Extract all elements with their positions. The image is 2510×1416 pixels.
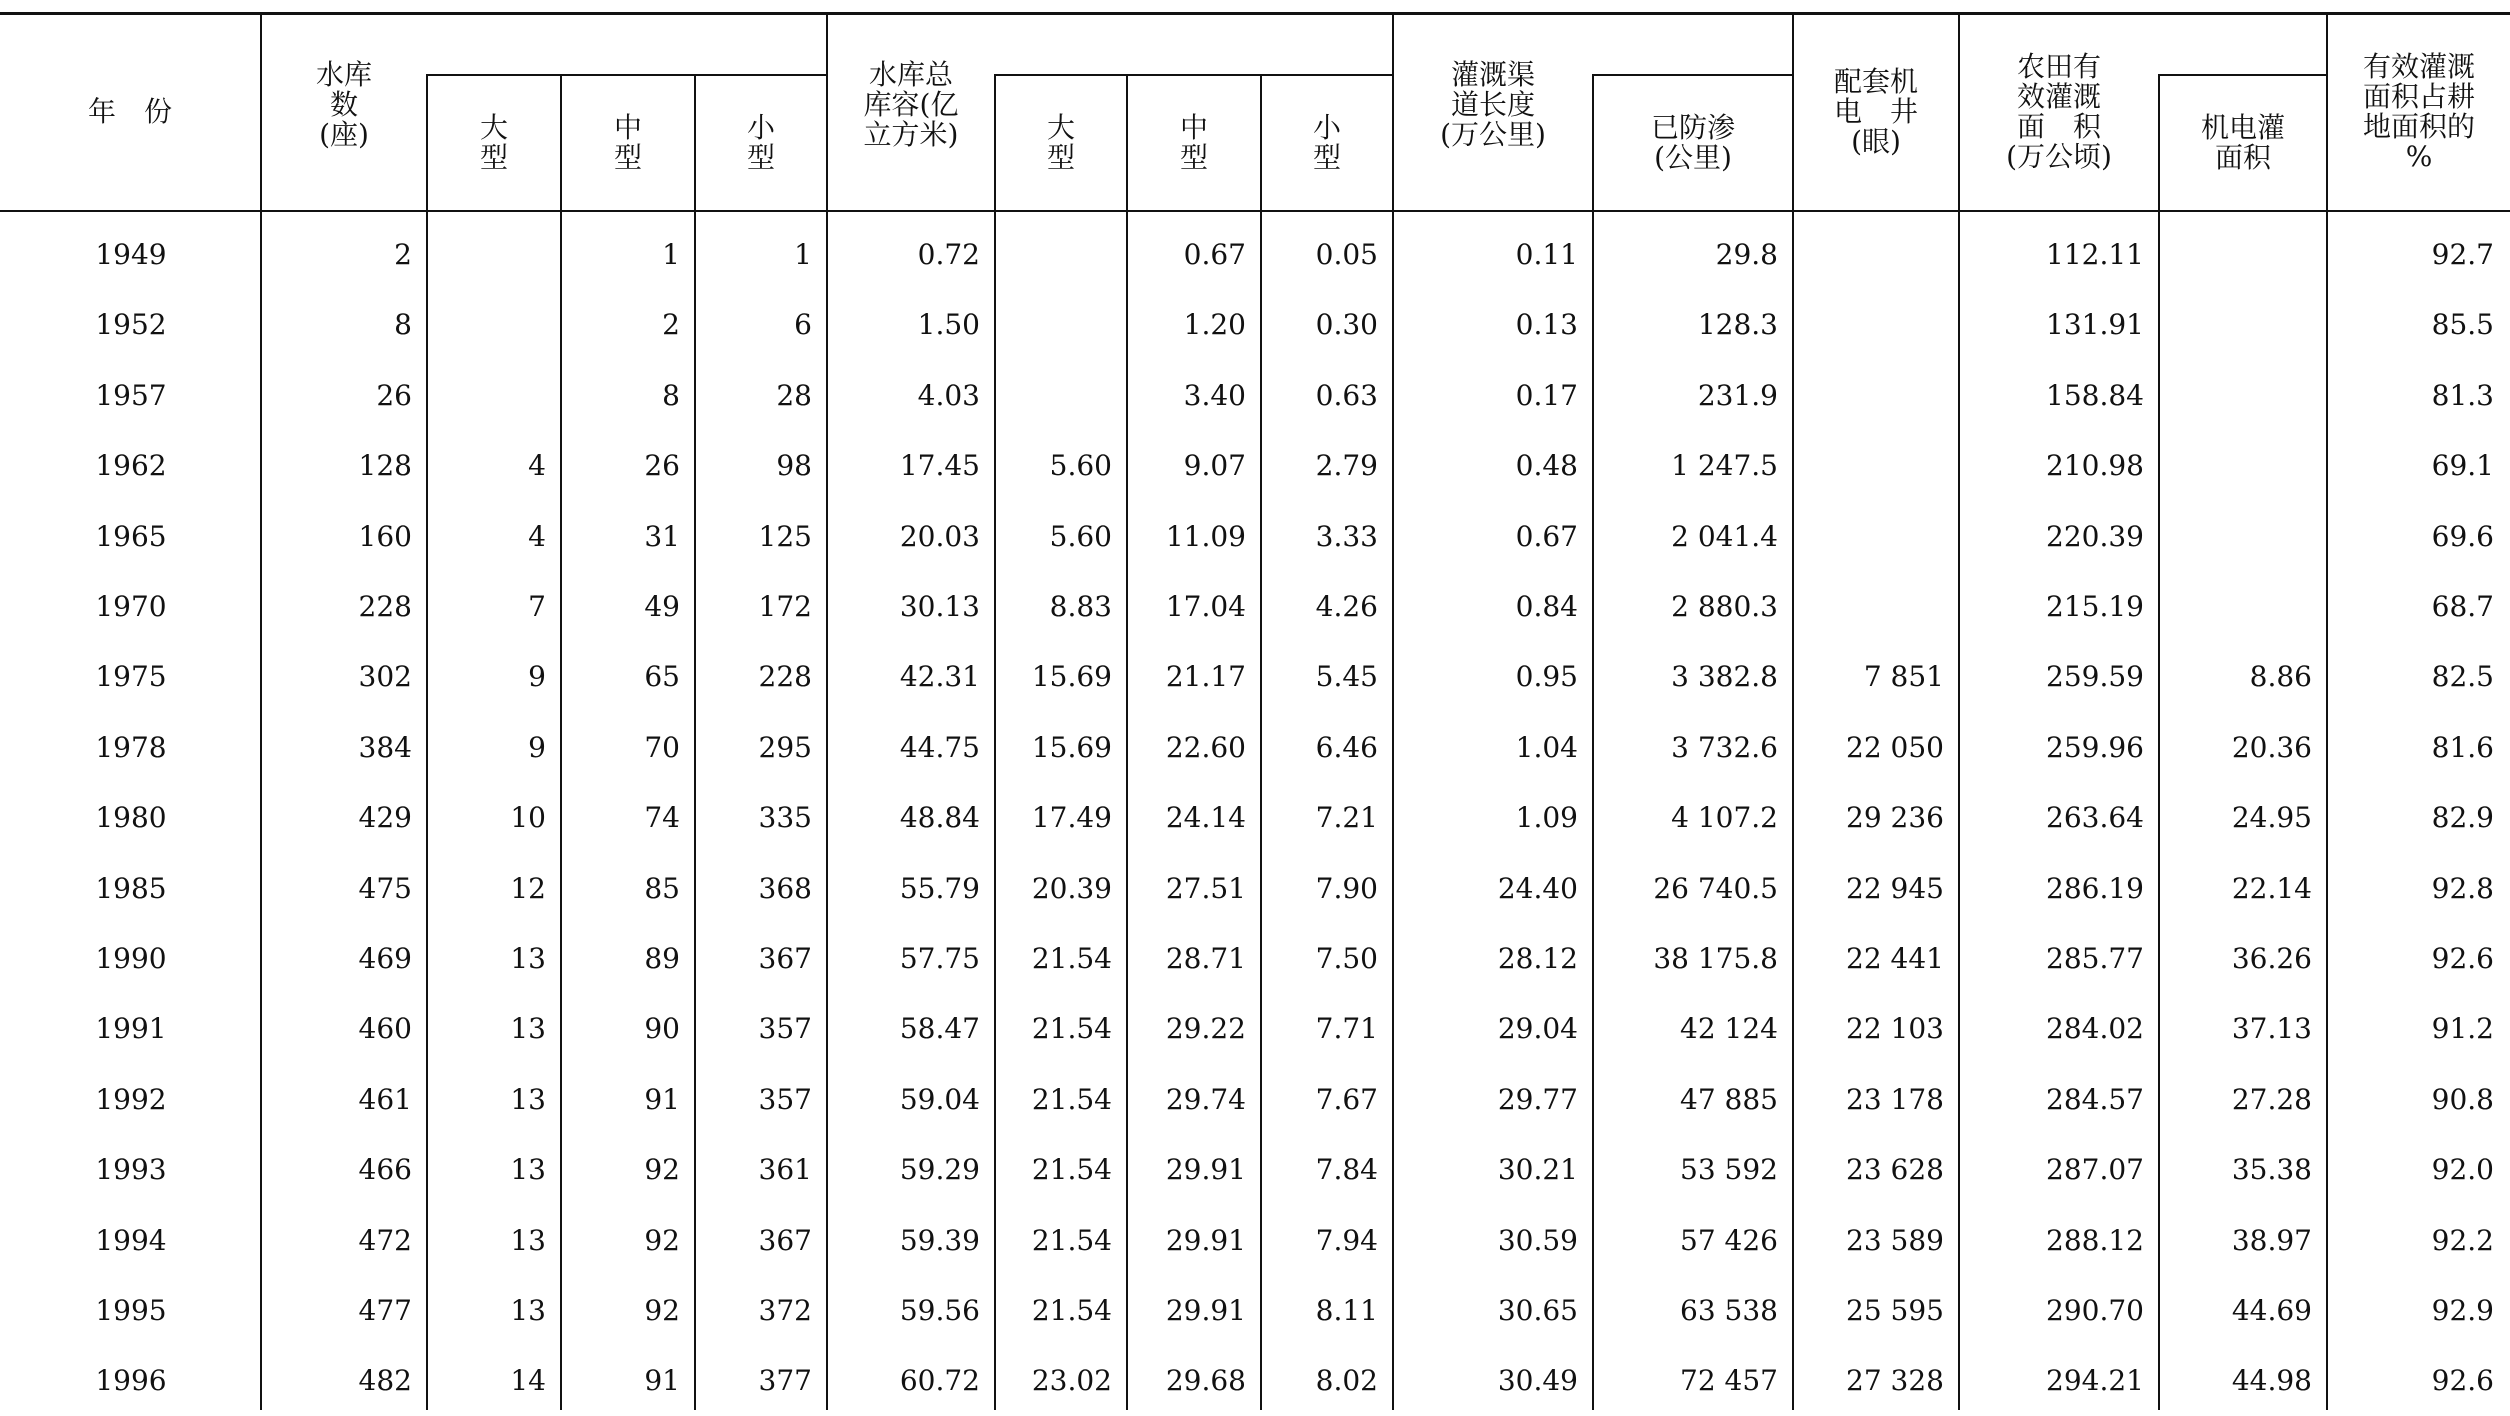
cell-seepage: 3 382.8 xyxy=(1671,660,1778,694)
cell-canal-length: 0.17 xyxy=(1515,378,1578,412)
table-row xyxy=(0,783,2510,853)
cell-seepage: 2 041.4 xyxy=(1671,519,1778,553)
cell-reservoirs: 8 xyxy=(394,308,412,342)
table-row xyxy=(0,572,2510,642)
cell-mech-irrigated xyxy=(2160,572,2328,642)
cell-percent: 91.2 xyxy=(2431,1012,2494,1046)
cell-cap-medium: 27.51 xyxy=(1165,871,1246,905)
cell-irrigated-area: 210.98 xyxy=(2046,449,2144,483)
cell-canal-length: 30.65 xyxy=(1497,1294,1578,1327)
cell-canal-length: 30.21 xyxy=(1497,1153,1578,1187)
cell-canal-length: 0.95 xyxy=(1515,660,1578,694)
cell-year: 1990 xyxy=(95,942,167,975)
cell-res-small: 367 xyxy=(758,1223,812,1257)
cell-irrigated-area: 220.39 xyxy=(2046,519,2144,553)
table-row xyxy=(0,431,2510,501)
cell-cap-large: 23.02 xyxy=(1031,1364,1112,1398)
cell-res-large: 7 xyxy=(528,590,546,623)
cell-capacity: 30.13 xyxy=(899,590,980,623)
cell-cap-large: 5.60 xyxy=(1049,449,1112,483)
cell-year: 1996 xyxy=(95,1364,167,1398)
cell-reservoirs: 429 xyxy=(358,801,412,835)
cell-irrigated-area: 288.12 xyxy=(2046,1223,2144,1257)
cell-res-small: 98 xyxy=(776,449,812,483)
cell-irrigated-area: 294.21 xyxy=(2046,1364,2144,1398)
cell-wells: 22 945 xyxy=(1846,871,1944,905)
cell-cap-large: 21.54 xyxy=(1031,1223,1112,1257)
cell-percent: 85.5 xyxy=(2431,308,2494,342)
table-row xyxy=(0,290,2510,360)
cell-wells xyxy=(1794,290,1960,360)
cell-year: 1992 xyxy=(95,1082,167,1116)
cell-seepage: 3 732.6 xyxy=(1671,730,1778,764)
header-res-small: 小 型 xyxy=(746,111,775,174)
cell-cap-large: 15.69 xyxy=(1031,730,1112,764)
cell-cap-medium: 3.40 xyxy=(1183,378,1246,412)
cell-percent: 92.0 xyxy=(2431,1153,2494,1187)
cell-res-small: 335 xyxy=(758,801,812,835)
cell-res-small: 357 xyxy=(758,1082,812,1116)
header-mech-irrigated: 机电灌 面积 xyxy=(2200,111,2285,174)
cell-canal-length: 0.48 xyxy=(1515,449,1578,483)
cell-canal-length: 30.59 xyxy=(1497,1223,1578,1257)
cell-capacity: 1.50 xyxy=(917,308,980,342)
header-cap-medium: 中 型 xyxy=(1179,111,1208,174)
table-row xyxy=(0,642,2510,712)
cell-res-medium: 92 xyxy=(644,1294,680,1327)
cell-res-medium: 65 xyxy=(644,660,680,694)
cell-wells: 27 328 xyxy=(1846,1364,1944,1398)
cell-res-large: 10 xyxy=(510,801,546,835)
cell-capacity: 42.31 xyxy=(899,660,980,694)
cell-year: 1985 xyxy=(95,871,167,905)
cell-cap-small: 0.63 xyxy=(1315,378,1378,412)
cell-canal-length: 0.67 xyxy=(1515,519,1578,553)
header-cap-small: 小 型 xyxy=(1312,111,1341,174)
table-row xyxy=(0,1276,2510,1346)
cell-wells: 22 103 xyxy=(1846,1012,1944,1046)
cell-year: 1962 xyxy=(95,449,167,483)
cell-year: 1978 xyxy=(95,730,167,764)
cell-canal-length: 0.13 xyxy=(1515,308,1578,342)
cell-cap-medium: 29.91 xyxy=(1165,1153,1246,1187)
table-row xyxy=(0,361,2510,431)
cell-seepage: 72 457 xyxy=(1680,1364,1778,1398)
cell-capacity: 59.29 xyxy=(899,1153,980,1187)
cell-irrigated-area: 284.57 xyxy=(2046,1082,2144,1116)
cell-irrigated-area: 158.84 xyxy=(2046,378,2144,412)
cell-res-large: 14 xyxy=(510,1364,546,1398)
cell-cap-large: 20.39 xyxy=(1031,871,1112,905)
cell-seepage: 38 175.8 xyxy=(1653,942,1778,975)
cell-res-large xyxy=(428,361,562,431)
cell-seepage: 4 107.2 xyxy=(1671,801,1778,835)
cell-cap-small: 8.02 xyxy=(1315,1364,1378,1398)
cell-cap-small: 5.45 xyxy=(1315,660,1378,694)
cell-res-large: 9 xyxy=(528,730,546,764)
cell-capacity: 59.56 xyxy=(899,1294,980,1327)
cell-capacity: 59.39 xyxy=(899,1223,980,1257)
header-capacity: 水库总 库容(亿 立方米) xyxy=(863,58,959,151)
cell-seepage: 42 124 xyxy=(1680,1012,1778,1046)
cell-irrigated-area: 284.02 xyxy=(2046,1012,2144,1046)
cell-cap-medium: 11.09 xyxy=(1165,519,1246,553)
cell-canal-length: 29.04 xyxy=(1497,1012,1578,1046)
cell-res-large: 13 xyxy=(510,1153,546,1187)
cell-res-large: 4 xyxy=(528,519,546,553)
cell-year: 1994 xyxy=(95,1223,167,1257)
cell-percent: 90.8 xyxy=(2431,1082,2494,1116)
cell-reservoirs: 469 xyxy=(358,942,412,975)
cell-mech-irrigated xyxy=(2160,431,2328,501)
cell-res-medium: 1 xyxy=(662,238,680,271)
cell-percent: 68.7 xyxy=(2431,590,2494,623)
cell-res-large: 4 xyxy=(528,449,546,483)
table-row xyxy=(0,854,2510,924)
cell-capacity: 58.47 xyxy=(899,1012,980,1046)
cell-res-large: 13 xyxy=(510,1223,546,1257)
cell-res-large xyxy=(428,290,562,360)
cell-year: 1952 xyxy=(95,308,167,342)
cell-irrigated-area: 112.11 xyxy=(2046,238,2144,271)
cell-cap-medium: 29.74 xyxy=(1165,1082,1246,1116)
header-seepage: 已防渗 (公里) xyxy=(1650,111,1735,174)
cell-cap-medium: 9.07 xyxy=(1183,449,1246,483)
cell-cap-medium: 24.14 xyxy=(1165,801,1246,835)
cell-cap-medium: 22.60 xyxy=(1165,730,1246,764)
cell-canal-length: 1.04 xyxy=(1515,730,1578,764)
cell-cap-large: 21.54 xyxy=(1031,1012,1112,1046)
cell-res-medium: 31 xyxy=(644,519,680,553)
cell-res-small: 361 xyxy=(758,1153,812,1187)
cell-capacity: 48.84 xyxy=(899,801,980,835)
cell-seepage: 2 880.3 xyxy=(1671,590,1778,623)
cell-reservoirs: 384 xyxy=(358,730,412,764)
header-cap-large: 大 型 xyxy=(1046,111,1075,174)
cell-capacity: 57.75 xyxy=(899,942,980,975)
cell-canal-length: 29.77 xyxy=(1497,1082,1578,1116)
cell-capacity: 20.03 xyxy=(899,519,980,553)
cell-res-small: 6 xyxy=(794,308,812,342)
cell-mech-irrigated: 8.86 xyxy=(2249,660,2312,694)
cell-reservoirs: 482 xyxy=(358,1364,412,1398)
cell-seepage: 29.8 xyxy=(1715,238,1778,271)
cell-percent: 82.9 xyxy=(2431,801,2494,835)
table-row xyxy=(0,502,2510,572)
cell-cap-small: 0.30 xyxy=(1315,308,1378,342)
cell-cap-small: 7.21 xyxy=(1315,801,1378,835)
cell-mech-irrigated: 22.14 xyxy=(2231,871,2312,905)
cell-wells: 25 595 xyxy=(1846,1294,1944,1327)
cell-res-medium: 89 xyxy=(644,942,680,975)
cell-cap-small: 3.33 xyxy=(1315,519,1378,553)
cell-cap-medium: 28.71 xyxy=(1165,942,1246,975)
cell-wells: 22 050 xyxy=(1846,730,1944,764)
cell-irrigated-area: 290.70 xyxy=(2046,1294,2144,1327)
cell-res-large: 13 xyxy=(510,942,546,975)
cell-canal-length: 28.12 xyxy=(1497,942,1578,975)
cell-res-medium: 49 xyxy=(644,590,680,623)
header-res-medium: 中 型 xyxy=(613,111,642,174)
cell-irrigated-area: 259.59 xyxy=(2046,660,2144,694)
cell-cap-large: 17.49 xyxy=(1031,801,1112,835)
cell-seepage: 63 538 xyxy=(1680,1294,1778,1327)
cell-res-small: 377 xyxy=(758,1364,812,1398)
cell-wells: 23 628 xyxy=(1846,1153,1944,1187)
cell-canal-length: 30.49 xyxy=(1497,1364,1578,1398)
cell-percent: 81.3 xyxy=(2431,378,2494,412)
cell-res-medium: 90 xyxy=(644,1012,680,1046)
cell-capacity: 44.75 xyxy=(899,730,980,764)
cell-percent: 92.9 xyxy=(2431,1294,2494,1327)
cell-percent: 92.6 xyxy=(2431,942,2494,975)
cell-res-large: 12 xyxy=(510,871,546,905)
cell-percent: 92.8 xyxy=(2431,871,2494,905)
cell-wells: 29 236 xyxy=(1846,801,1944,835)
header-wells: 配套机 电 井 (眼) xyxy=(1833,65,1918,158)
cell-wells xyxy=(1794,431,1960,501)
cell-res-medium: 8 xyxy=(662,378,680,412)
cell-res-medium: 92 xyxy=(644,1153,680,1187)
cell-reservoirs: 160 xyxy=(358,519,412,553)
cell-cap-large: 21.54 xyxy=(1031,1082,1112,1116)
cell-wells: 23 589 xyxy=(1846,1223,1944,1257)
cell-reservoirs: 128 xyxy=(358,449,412,483)
table-row xyxy=(0,924,2510,994)
cell-cap-medium: 29.91 xyxy=(1165,1223,1246,1257)
cell-mech-irrigated xyxy=(2160,220,2328,290)
cell-res-small: 172 xyxy=(758,590,812,623)
cell-cap-large: 21.54 xyxy=(1031,1294,1112,1327)
cell-reservoirs: 475 xyxy=(358,871,412,905)
cell-year: 1975 xyxy=(95,660,167,694)
cell-mech-irrigated xyxy=(2160,290,2328,360)
cell-reservoirs: 302 xyxy=(358,660,412,694)
cell-capacity: 60.72 xyxy=(899,1364,980,1398)
cell-cap-small: 0.05 xyxy=(1315,238,1378,271)
cell-year: 1991 xyxy=(95,1012,167,1046)
cell-cap-large xyxy=(996,290,1128,360)
cell-seepage: 231.9 xyxy=(1697,378,1778,412)
cell-mech-irrigated: 24.95 xyxy=(2231,801,2312,835)
header-irrigated-area: 农田有 效灌溉 面 积 (万公顷) xyxy=(2006,50,2112,173)
cell-wells xyxy=(1794,572,1960,642)
cell-reservoirs: 228 xyxy=(358,590,412,623)
cell-cap-large xyxy=(996,361,1128,431)
cell-reservoirs: 461 xyxy=(358,1082,412,1116)
cell-year: 1970 xyxy=(95,590,167,623)
cell-cap-large: 8.83 xyxy=(1049,590,1112,623)
cell-res-small: 372 xyxy=(758,1294,812,1327)
cell-res-large: 13 xyxy=(510,1082,546,1116)
cell-cap-large: 21.54 xyxy=(1031,1153,1112,1187)
cell-res-medium: 91 xyxy=(644,1082,680,1116)
cell-mech-irrigated xyxy=(2160,502,2328,572)
header-percent: 有效灌溉 面积占耕 地面积的 % xyxy=(2362,50,2475,173)
header-reservoirs: 水库 数 (座) xyxy=(315,58,372,151)
cell-capacity: 59.04 xyxy=(899,1082,980,1116)
table-row xyxy=(0,1206,2510,1276)
cell-cap-small: 7.50 xyxy=(1315,942,1378,975)
cell-res-medium: 2 xyxy=(662,308,680,342)
cell-mech-irrigated: 44.98 xyxy=(2231,1364,2312,1398)
cell-cap-small: 7.71 xyxy=(1315,1012,1378,1046)
cell-cap-small: 7.67 xyxy=(1315,1082,1378,1116)
cell-mech-irrigated: 27.28 xyxy=(2231,1082,2312,1116)
cell-seepage: 26 740.5 xyxy=(1653,871,1778,905)
cell-reservoirs: 460 xyxy=(358,1012,412,1046)
cell-res-large: 13 xyxy=(510,1294,546,1327)
cell-seepage: 47 885 xyxy=(1680,1082,1778,1116)
cell-cap-small: 7.94 xyxy=(1315,1223,1378,1257)
cell-cap-small: 6.46 xyxy=(1315,730,1378,764)
header-year: 年 份 xyxy=(87,95,172,128)
cell-year: 1957 xyxy=(95,378,167,412)
cell-res-medium: 26 xyxy=(644,449,680,483)
cell-cap-small: 2.79 xyxy=(1315,449,1378,483)
cell-cap-large xyxy=(996,220,1128,290)
cell-wells: 23 178 xyxy=(1846,1082,1944,1116)
cell-irrigated-area: 215.19 xyxy=(2046,590,2144,623)
cell-cap-large: 15.69 xyxy=(1031,660,1112,694)
cell-cap-small: 7.84 xyxy=(1315,1153,1378,1187)
cell-reservoirs: 26 xyxy=(376,378,412,412)
cell-irrigated-area: 287.07 xyxy=(2046,1153,2144,1187)
cell-wells xyxy=(1794,361,1960,431)
cell-wells: 7 851 xyxy=(1863,660,1944,694)
cell-percent: 81.6 xyxy=(2431,730,2494,764)
cell-cap-small: 4.26 xyxy=(1315,590,1378,623)
table-row xyxy=(0,1346,2510,1416)
cell-year: 1993 xyxy=(95,1153,167,1187)
cell-year: 1965 xyxy=(95,519,167,553)
table-row xyxy=(0,220,2510,290)
cell-cap-large: 5.60 xyxy=(1049,519,1112,553)
cell-mech-irrigated: 38.97 xyxy=(2231,1223,2312,1257)
cell-cap-medium: 29.68 xyxy=(1165,1364,1246,1398)
table-row xyxy=(0,1135,2510,1205)
cell-reservoirs: 477 xyxy=(358,1294,412,1327)
cell-res-large: 13 xyxy=(510,1012,546,1046)
cell-seepage: 1 247.5 xyxy=(1671,449,1778,483)
cell-canal-length: 0.11 xyxy=(1515,238,1578,271)
cell-capacity: 17.45 xyxy=(899,449,980,483)
cell-reservoirs: 472 xyxy=(358,1223,412,1257)
cell-mech-irrigated: 36.26 xyxy=(2231,942,2312,975)
cell-cap-small: 8.11 xyxy=(1315,1294,1378,1327)
cell-seepage: 128.3 xyxy=(1697,308,1778,342)
cell-cap-medium: 29.91 xyxy=(1165,1294,1246,1327)
cell-res-medium: 85 xyxy=(644,871,680,905)
cell-cap-medium: 0.67 xyxy=(1183,238,1246,271)
cell-cap-medium: 29.22 xyxy=(1165,1012,1246,1046)
cell-irrigated-area: 259.96 xyxy=(2046,730,2144,764)
cell-capacity: 0.72 xyxy=(917,238,980,271)
cell-percent: 69.6 xyxy=(2431,519,2494,553)
cell-wells xyxy=(1794,220,1960,290)
cell-res-small: 357 xyxy=(758,1012,812,1046)
cell-reservoirs: 2 xyxy=(394,238,412,271)
cell-irrigated-area: 286.19 xyxy=(2046,871,2144,905)
cell-reservoirs: 466 xyxy=(358,1153,412,1187)
cell-res-small: 125 xyxy=(758,519,812,553)
cell-res-small: 368 xyxy=(758,871,812,905)
cell-cap-small: 7.90 xyxy=(1315,871,1378,905)
table-row xyxy=(0,994,2510,1064)
cell-percent: 92.7 xyxy=(2431,238,2494,271)
cell-canal-length: 24.40 xyxy=(1497,871,1578,905)
cell-year: 1980 xyxy=(95,801,167,835)
cell-mech-irrigated: 44.69 xyxy=(2231,1294,2312,1327)
cell-canal-length: 0.84 xyxy=(1515,590,1578,623)
cell-res-small: 295 xyxy=(758,730,812,764)
cell-mech-irrigated: 37.13 xyxy=(2231,1012,2312,1046)
cell-res-large: 9 xyxy=(528,660,546,694)
cell-percent: 92.2 xyxy=(2431,1223,2494,1257)
header-res-large: 大 型 xyxy=(479,111,508,174)
cell-capacity: 4.03 xyxy=(917,378,980,412)
cell-res-small: 228 xyxy=(758,660,812,694)
table-row xyxy=(0,1065,2510,1135)
cell-percent: 82.5 xyxy=(2431,660,2494,694)
cell-irrigated-area: 285.77 xyxy=(2046,942,2144,975)
cell-res-medium: 74 xyxy=(644,801,680,835)
cell-res-small: 367 xyxy=(758,942,812,975)
cell-res-medium: 70 xyxy=(644,730,680,764)
table-row xyxy=(0,713,2510,783)
cell-irrigated-area: 263.64 xyxy=(2046,801,2144,835)
cell-res-small: 1 xyxy=(794,238,812,271)
cell-percent: 92.6 xyxy=(2431,1364,2494,1398)
cell-irrigated-area: 131.91 xyxy=(2046,308,2144,342)
header-bottom-rule xyxy=(0,210,2510,212)
cell-cap-large: 21.54 xyxy=(1031,942,1112,975)
cell-mech-irrigated: 20.36 xyxy=(2231,730,2312,764)
cell-seepage: 53 592 xyxy=(1680,1153,1778,1187)
cell-res-medium: 92 xyxy=(644,1223,680,1257)
cell-canal-length: 1.09 xyxy=(1515,801,1578,835)
cell-year: 1949 xyxy=(95,238,167,271)
cell-cap-medium: 21.17 xyxy=(1165,660,1246,694)
cell-mech-irrigated: 35.38 xyxy=(2231,1153,2312,1187)
cell-capacity: 55.79 xyxy=(899,871,980,905)
cell-mech-irrigated xyxy=(2160,361,2328,431)
cell-cap-medium: 17.04 xyxy=(1165,590,1246,623)
cell-year: 1995 xyxy=(95,1294,167,1327)
header-canal-length: 灌溉渠 道长度 (万公里) xyxy=(1440,58,1546,151)
cell-res-small: 28 xyxy=(776,378,812,412)
cell-percent: 69.1 xyxy=(2431,449,2494,483)
cell-seepage: 57 426 xyxy=(1680,1223,1778,1257)
cell-res-large xyxy=(428,220,562,290)
cell-res-medium: 91 xyxy=(644,1364,680,1398)
cell-wells xyxy=(1794,502,1960,572)
cell-cap-medium: 1.20 xyxy=(1183,308,1246,342)
cell-wells: 22 441 xyxy=(1846,942,1944,975)
